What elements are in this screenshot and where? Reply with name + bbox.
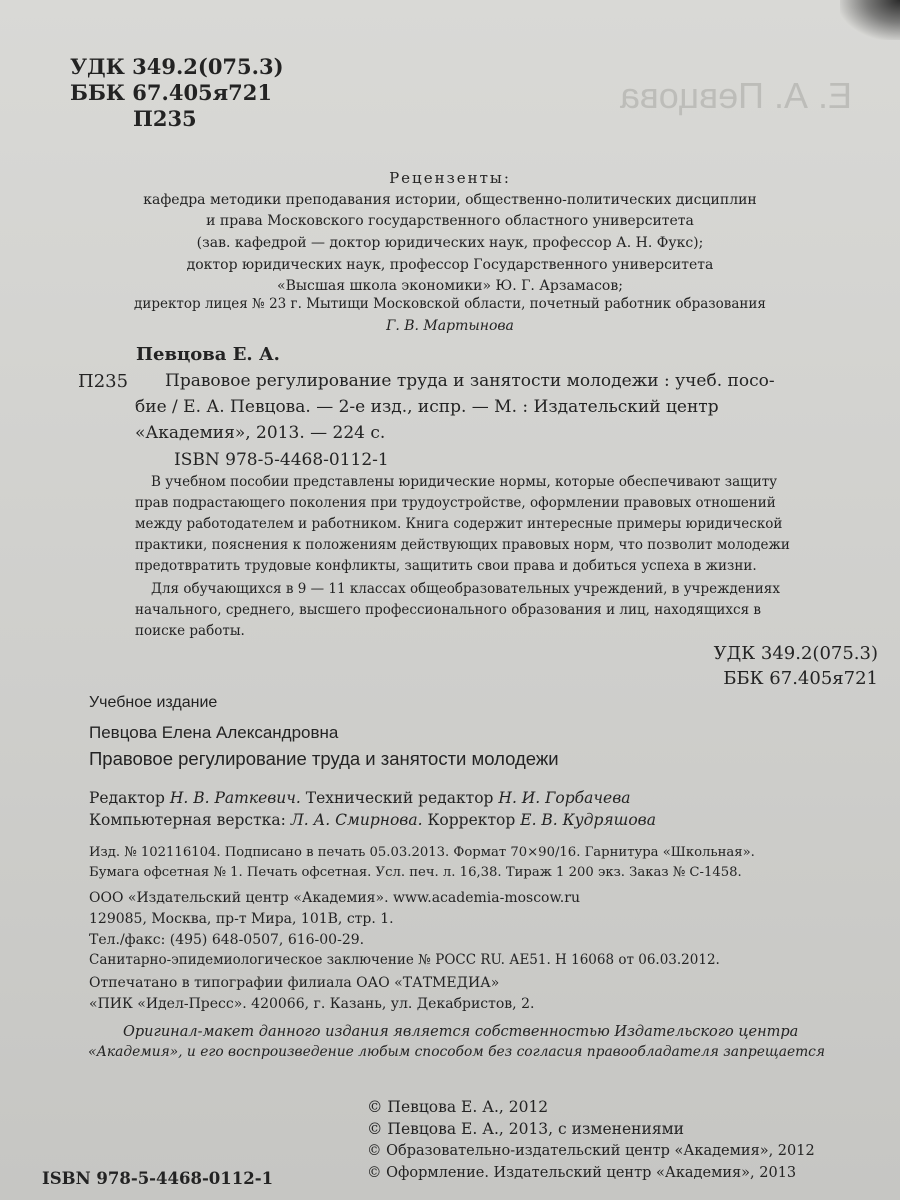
abstract-line: между работодателем и работником. Книга содержит интересные примеры юридической	[135, 516, 783, 532]
copyright-line: © Образовательно-издательский центр «Академия», 2012	[367, 1143, 815, 1159]
printer-line: «ПИК «Идел-Пресс». 420066, г. Казань, ул. Декабристов, 2.	[89, 996, 535, 1012]
rights-notice: «Академия», и его воспроизведение любым способом без согласия правообладателя запрещается	[88, 1044, 826, 1060]
reviewer-line: (зав. кафедрой — доктор юридических наук, профессор А. Н. Фукс);	[196, 235, 704, 251]
copyright-line: © Певцова Е. А., 2013, с изменениями	[367, 1120, 684, 1138]
publisher-line: Тел./факс: (495) 648-0507, 616-00-29.	[89, 932, 365, 948]
record-isbn: ISBN 978-5-4468-0112-1	[174, 450, 389, 470]
print-line: Бумага офсетная № 1. Печать офсетная. Усл. печ. л. 16,38. Тираж 1 200 экз. Заказ № С-1458.	[89, 865, 742, 880]
udk-bottom: УДК 349.2(075.3)	[713, 643, 878, 664]
record-title-line: Правовое регулирование труда и занятости молодежи : учеб. посо-	[165, 371, 775, 391]
record-author: Певцова Е. А.	[136, 344, 280, 365]
reviewer-line: и права Московского государственного областного университета	[206, 213, 694, 229]
abstract-line: практики, пояснения к положениям действующих правовых норм, что позволит молодежи	[135, 537, 790, 553]
editor-name: Н. В. Раткевич.	[169, 789, 301, 807]
record-code: П235	[78, 371, 129, 392]
publisher-line: 129085, Москва, пр-т Мира, 101В, стр. 1.	[89, 911, 394, 927]
reviewer-line: Г. В. Мартынова	[386, 318, 514, 334]
bbk-bottom: ББК 67.405я721	[723, 668, 878, 689]
reviewer-line: кафедра методики преподавания истории, общественно-политических дисциплин	[143, 192, 757, 208]
footer-isbn: ISBN 978-5-4468-0112-1	[42, 1169, 274, 1188]
abstract-line: В учебном пособии представлены юридические нормы, которые обеспечивают защиту	[151, 474, 778, 490]
publisher-line: Санитарно-эпидемиологическое заключение № РОСС RU. АЕ51. Н 16068 от 06.03.2012.	[89, 952, 720, 968]
bbk-top: ББК 67.405я721	[70, 80, 273, 105]
copyright-line: © Певцова Е. А., 2012	[367, 1098, 549, 1116]
reviewers-heading: Рецензенты:	[389, 169, 511, 187]
reviewer-line: «Высшая школа экономики» Ю. Г. Арзамасов;	[277, 278, 623, 294]
editors-line	[89, 791, 630, 807]
layout-line	[89, 813, 656, 829]
rights-notice: Оригинал-макет данного издания является собственностью Издательского центра	[123, 1024, 799, 1040]
edition-type: Учебное издание	[89, 694, 218, 711]
record-title-line: бие / Е. А. Певцова. — 2-е изд., испр. — М. : Издательский центр	[135, 397, 719, 417]
copyright-line: © Оформление. Издательский центр «Академия», 2013	[367, 1165, 797, 1181]
page-edge-shadow	[840, 0, 900, 40]
tech-editor-label: Технический редактор	[305, 789, 494, 807]
publisher-line: ООО «Издательский центр «Академия». www.academia-moscow.ru	[89, 890, 580, 906]
print-line: Изд. № 102116104. Подписано в печать 05.03.2013. Формат 70×90/16. Гарнитура «Школьная».	[89, 845, 755, 860]
code-top: П235	[133, 106, 197, 131]
abstract-line: начального, среднего, высшего профессионального образования и лиц, находящихся в	[135, 602, 761, 618]
book-title: Правовое регулирование труда и занятости молодежи	[89, 748, 559, 769]
proofreader-name: Е. В. Кудряшова	[520, 811, 656, 829]
udk-top: УДК 349.2(075.3)	[70, 54, 284, 79]
ghost-author: Е. А. Певцова	[620, 75, 853, 116]
abstract-line: Для обучающихся в 9 — 11 классах общеобразовательных учреждений, в учреждениях	[151, 581, 780, 597]
layout-label: Компьютерная верстка:	[89, 811, 286, 829]
editor-label: Редактор	[89, 789, 165, 807]
reviewer-line: доктор юридических наук, профессор Государственного университета	[186, 257, 714, 273]
author-full-name: Певцова Елена Александровна	[89, 723, 339, 742]
abstract-line: предотвратить трудовые конфликты, защитить свои права и добиться успеха в жизни.	[135, 558, 757, 574]
abstract-line: прав подрастающего поколения при трудоустройстве, оформлении правовых отношений	[135, 495, 776, 511]
tech-editor-name: Н. И. Горбачева	[498, 789, 631, 807]
proofreader-label: Корректор	[427, 811, 516, 829]
abstract-line: поиске работы.	[135, 623, 245, 639]
layout-name: Л. А. Смирнова.	[290, 811, 423, 829]
reviewer-line: директор лицея № 23 г. Мытищи Московской области, почетный работник образования	[134, 296, 766, 312]
record-title-line: «Академия», 2013. — 224 с.	[135, 423, 386, 443]
printer-line: Отпечатано в типографии филиала ОАО «ТАТМЕДИА»	[89, 975, 500, 991]
